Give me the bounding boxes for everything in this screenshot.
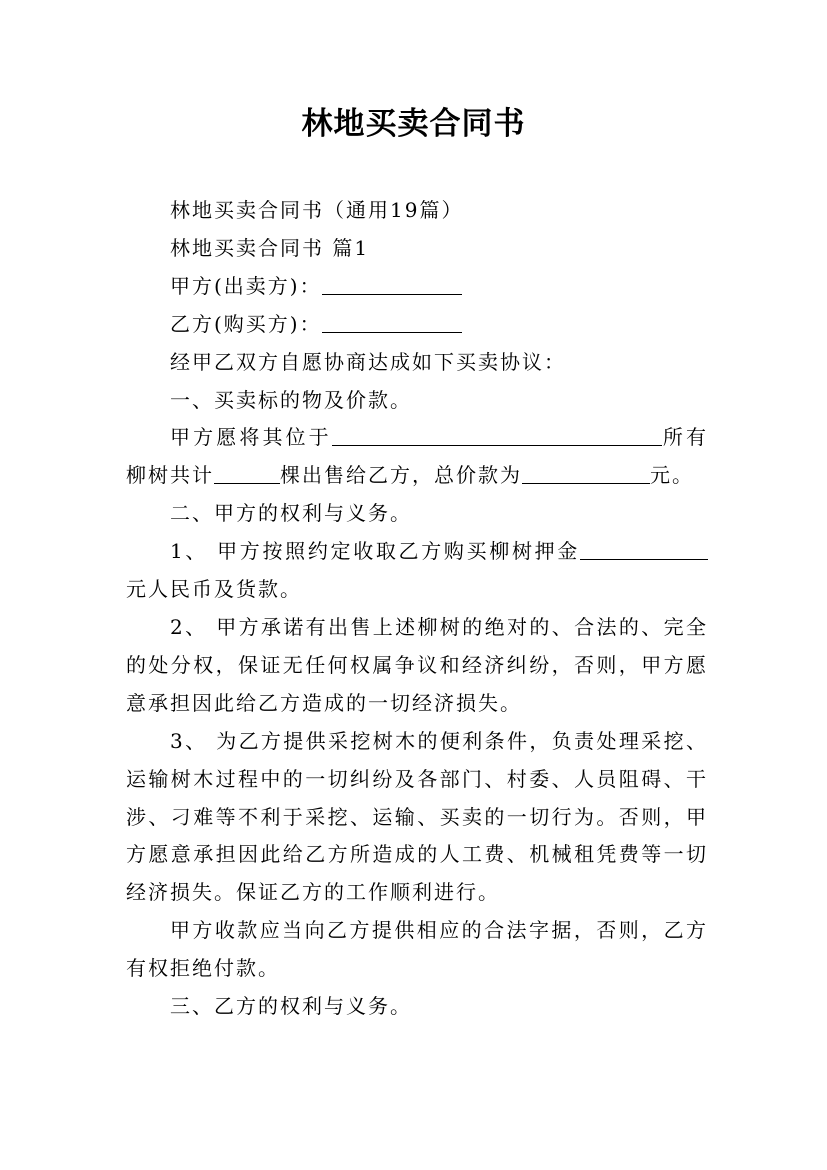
clause2-heading: 二、甲方的权利与义务。 — [170, 501, 412, 526]
clause1-text-b: 所有柳树共计 — [126, 425, 709, 488]
party-b-blank — [322, 310, 462, 333]
document-title: 林地买卖合同书 — [301, 106, 526, 142]
total-price-blank — [522, 461, 650, 484]
clause2-item1 — [126, 533, 708, 609]
clause3-heading: 三、乙方的权利与义务。 — [170, 994, 412, 1019]
clause1-text-a: 甲方愿将其位于 — [170, 425, 332, 450]
party-a-label: 甲方(出卖方)： — [170, 273, 322, 298]
party-b-line — [126, 306, 708, 344]
agreement-intro: 经甲乙双方自愿协商达成如下买卖协议： — [170, 349, 566, 374]
party-b-label: 乙方(购买方)： — [170, 311, 322, 336]
document-subtitle: 林地买卖合同书（通用19篇） — [170, 198, 464, 222]
clause2-item3: 3、 为乙方提供采挖树木的便利条件，负责处理采挖、运输树木过程中的一切纠纷及各部门、村委、人员阻碍、干涉、刁难等不利于采挖、运输、买卖的一切行为。否则，甲方愿意承担因此给乙方所造成的人工费、机械租凭费等一切经济损失。保证乙方的工作顺利进行。 — [126, 728, 708, 905]
clause1-text — [126, 419, 708, 495]
party-a-line — [126, 268, 708, 306]
clause2-item1-a: 1、 甲方按照约定收取乙方购买柳树押金 — [170, 539, 580, 564]
clause1-text-d: 元。 — [650, 463, 694, 488]
document-body — [126, 192, 708, 1026]
clause1-heading: 一、买卖标的物及价款。 — [170, 387, 412, 412]
clause2-receipt: 甲方收款应当向乙方提供相应的合法字据，否则，乙方有权拒绝付款。 — [126, 918, 708, 981]
tree-count-blank — [214, 461, 280, 484]
clause2-item2: 2、 甲方承诺有出售上述柳树的绝对的、合法的、完全的处分权，保证无任何权属争议和经济纠纷，否则，甲方愿意承担因此给乙方造成的一切经济损失。 — [126, 614, 708, 715]
clause2-item1-b: 元人民币及货款。 — [126, 577, 302, 602]
deposit-blank — [580, 537, 708, 560]
section-heading: 林地买卖合同书 篇1 — [170, 235, 370, 260]
party-a-blank — [322, 272, 462, 295]
clause1-text-c: 棵出售给乙方，总价款为 — [280, 463, 522, 488]
location-blank — [332, 423, 662, 446]
